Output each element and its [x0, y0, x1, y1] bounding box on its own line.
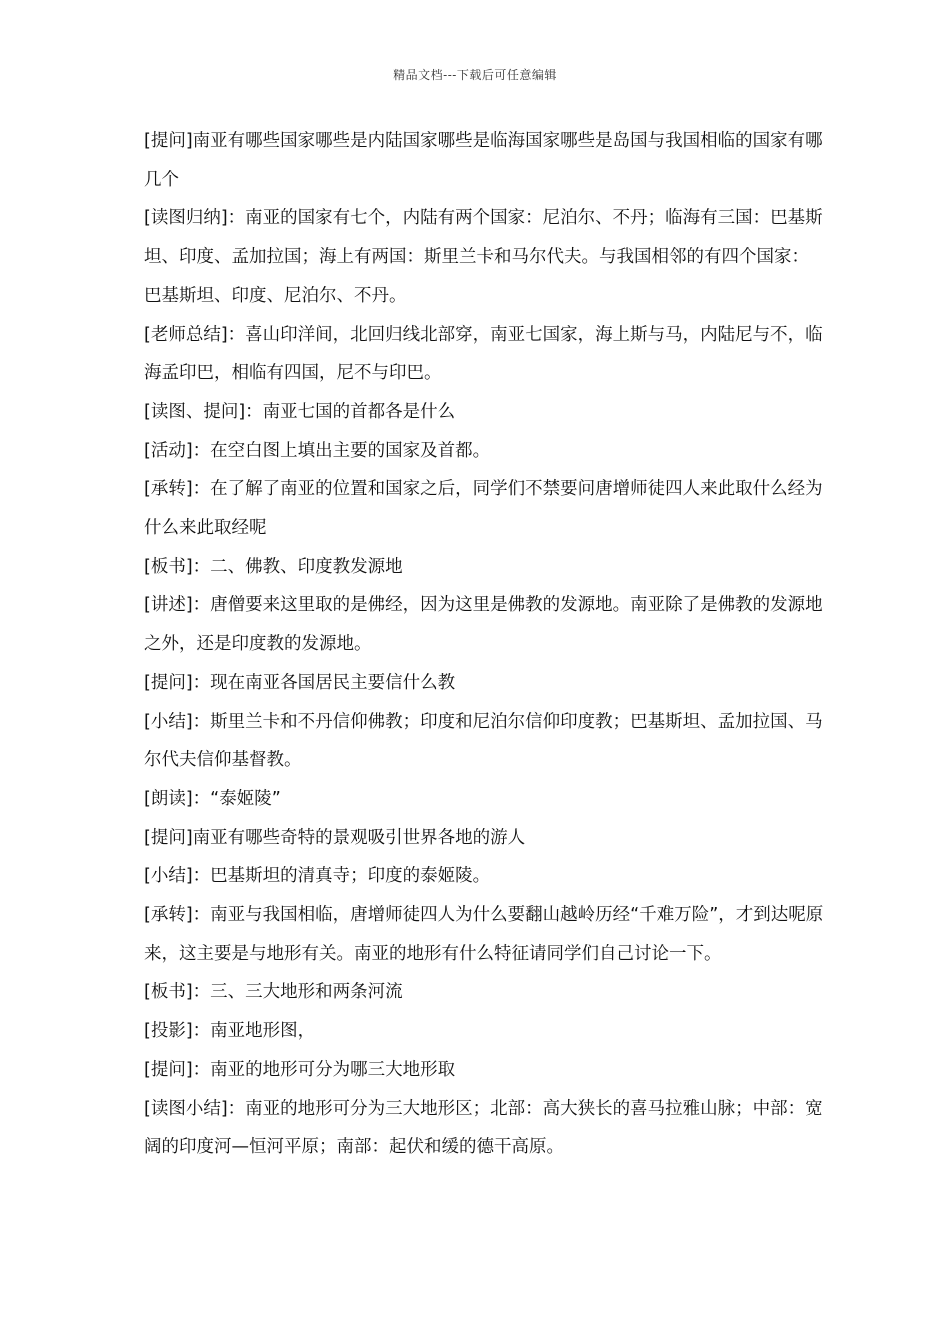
paragraph-activity: [活动]：在空白图上填出主要的国家及首都。	[144, 440, 491, 461]
paragraph-lecture-religion: [讲述]：唐僧要来这里取的是佛经，因为这里是佛教的发源地。南亚除了是佛教的发源地之外，还是印度教的发源地。	[144, 595, 823, 655]
paragraph-transition-terrain: [承转]：南亚与我国相临，唐增师徒四人为什么要翻山越岭历经“千难万险”，才到达呢原来，这主要是与地形有关。南亚的地形有什么特征请同学们自己讨论一下。	[144, 905, 824, 964]
paragraph-question-countries: [提问]南亚有哪些国家哪些是内陆国家哪些是临海国家哪些是岛国与我国相临的国家有哪几个	[144, 131, 823, 190]
paragraph-summary-beliefs: [小结]：斯里兰卡和不丹信仰佛教；印度和尼泊尔信仰印度教；巴基斯坦、孟加拉国、马尔代夫信仰基督教。	[144, 711, 823, 771]
paragraph-teacher-summary: [老师总结]：喜山印洋间，北回归线北部穿，南亚七国家，海上斯与马，内陆尼与不，临海孟印巴，相临有四国，尼不与印巴。	[144, 324, 823, 384]
paragraph-board-religion: [板书]：二、佛教、印度教发源地	[144, 556, 403, 577]
paragraph-transition-scriptures: [承转]：在了解了南亚的位置和国家之后，同学们不禁要问唐增师徒四人来此取什么经为什么来此取经呢	[144, 479, 823, 539]
paragraph-question-capitals: [读图、提问]：南亚七国的首都各是什么	[144, 401, 456, 422]
paragraph-map-summary-terrain: [读图小结]：南亚的地形可分为三大地形区；北部：高大狭长的喜马拉雅山脉；中部：宽阔的印度河—恒河平原；南部：起伏和缓的德干高原。	[144, 1098, 823, 1158]
document-body	[144, 122, 824, 1167]
paragraph-map-summary-countries: [读图归纳]：南亚的国家有七个，内陆有两个国家：尼泊尔、不丹；临海有三国：巴基斯坦、印度、孟加拉国；海上有两国：斯里兰卡和马尔代夫。与我国相邻的有四个国家：巴基斯坦、印度、尼泊尔、不丹。	[144, 208, 823, 306]
paragraph-question-beliefs: [提问]：现在南亚各国居民主要信什么教	[144, 672, 456, 693]
paragraph-projection: [投影]：南亚地形图，	[144, 1021, 316, 1042]
paragraph-question-landscapes: [提问]南亚有哪些奇特的景观吸引世界各地的游人	[144, 827, 526, 848]
paragraph-reading-taj-mahal: [朗读]：“泰姬陵”	[144, 788, 281, 809]
paragraph-summary-landscapes: [小结]：巴基斯坦的清真寺；印度的泰姬陵。	[144, 866, 491, 887]
paragraph-question-terrain: [提问]：南亚的地形可分为哪三大地形取	[144, 1059, 456, 1080]
page-header: 精品文档---下载后可任意编辑	[393, 68, 557, 82]
paragraph-board-terrain: [板书]：三、三大地形和两条河流	[144, 982, 403, 1003]
